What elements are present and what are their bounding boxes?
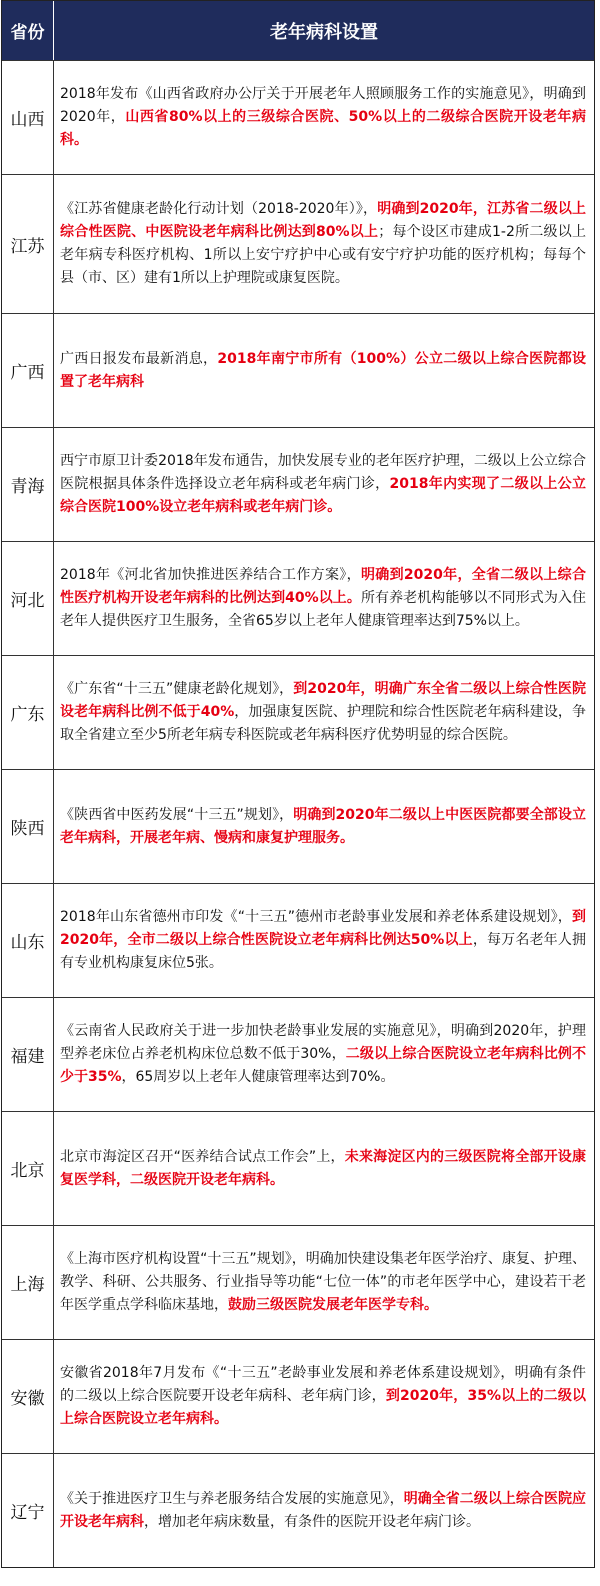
- table-row: [2, 769, 594, 883]
- policy-text-segment: 所有养老机构能够以不同形式为入住老年人提供医疗卫生服务，全省65岁以上老年人健康管理率达到75%以上。: [60, 590, 587, 629]
- policy-cell: [54, 1112, 594, 1225]
- policy-text: [60, 198, 586, 290]
- highlighted-text: 明确到2020年，江苏省二级以上综合性医院、中医院设老年病科比例达到80%以上: [60, 201, 586, 240]
- policy-text-segment: 《江苏省健康老龄化行动计划（2018-2020年）》，: [60, 201, 378, 217]
- policy-cell: [54, 314, 594, 427]
- province-cell: 上海: [2, 1226, 54, 1339]
- table-row: [2, 883, 594, 997]
- province-cell: 广西: [2, 314, 54, 427]
- policy-text-segment: 北京市海淀区召开“医养结合试点工作会”上，: [60, 1148, 345, 1165]
- content-column-header: 老年病科设置: [270, 21, 378, 43]
- policy-text-segment: ，加强康复医院、护理院和综合性医院老年病科建设，争取全省建立至少5所老年病专科医院或老年病科医疗优势明显的综合医院。: [60, 704, 587, 743]
- policy-cell: [54, 1340, 594, 1453]
- policy-text-segment: 广西日报发布最新消息，: [60, 350, 218, 367]
- policy-text: [60, 678, 586, 747]
- province-cell: 山西: [2, 61, 54, 174]
- table-header: [2, 1, 594, 60]
- policy-cell: [54, 175, 594, 313]
- highlighted-text: 山西省80%以上的三级综合医院、50%以上的二级综合医院开设老年病科。: [60, 109, 586, 148]
- province-cell: 福建: [2, 998, 54, 1111]
- highlighted-text: 明确到2020年，全省二级以上综合性医疗机构开设老年病科的比例达到40%以上。: [60, 567, 586, 606]
- highlighted-text: 二级以上综合医院设立老年病科比例不少于35%: [60, 1046, 586, 1085]
- highlighted-text: 到2020年，明确广东全省二级以上综合性医院设老年病科比例不低于40%: [60, 681, 586, 720]
- highlighted-text: 2018年内实现了二级以上公立综合医院100%设立老年病科或老年病门诊。: [60, 476, 587, 515]
- policy-text-segment: 《上海市医疗机构设置“十三五”规划》，明确加快建设集老年医学治疗、康复、护理、教学、科研、公共服务、行业指导等功能“七位一体”的市老年医学中心，建设若干老年医学重点学科临床基地，: [60, 1251, 586, 1313]
- policy-cell: [54, 1454, 594, 1567]
- policy-text-segment: ，增加老年病床数量，有条件的医院开设老年病门诊。: [144, 1513, 480, 1530]
- policy-text: [60, 83, 586, 152]
- table-row: [2, 60, 594, 174]
- policy-cell: [54, 1226, 594, 1339]
- province-cell: 河北: [2, 542, 54, 655]
- policy-text-segment: ，每万名老年人拥有专业机构康复床位5张。: [60, 932, 586, 971]
- highlighted-text: 未来海淀区内的三级医院将全部开设康复医学科，二级医院开设老年病科。: [60, 1148, 587, 1188]
- policy-cell: [54, 998, 594, 1111]
- policy-cell: [54, 656, 594, 769]
- highlighted-text: 明确全省二级以上综合医院应开设老年病科: [60, 1490, 587, 1530]
- province-table: [1, 0, 595, 1568]
- province-cell: 青海: [2, 428, 54, 541]
- policy-text: [60, 1362, 586, 1431]
- policy-text: [60, 1248, 586, 1317]
- province-cell: 陕西: [2, 770, 54, 883]
- table-row: [2, 313, 594, 427]
- policy-text: [60, 348, 586, 394]
- policy-text-segment: 2018年山东省德州市印发《“十三五”德州市老龄事业发展和养老体系建设规划》，: [60, 909, 572, 925]
- policy-text: [60, 804, 586, 850]
- province-column-header: 省份: [2, 1, 54, 60]
- policy-text-segment: 《关于推进医疗卫生与养老服务结合发展的实施意见》，: [60, 1490, 404, 1507]
- policy-text: [60, 1020, 586, 1089]
- table-row: [2, 1339, 594, 1453]
- policy-cell: [54, 542, 594, 655]
- policy-text-segment: 《云南省人民政府关于进一步加快老龄事业发展的实施意见》，明确到2020年，护理型养老床位占养老机构床位总数不低于30%，: [60, 1023, 586, 1062]
- table-row: [2, 997, 594, 1111]
- highlighted-text: 到2020年，35%以上的二级以上综合医院设立老年病科。: [60, 1388, 586, 1427]
- policy-cell: [54, 428, 594, 541]
- policy-text-segment: 2018年发布《山西省政府办公厅关于开展老年人照顾服务工作的实施意见》，明确到2020年，: [60, 86, 586, 125]
- policy-text-segment: 2018年《河北省加快推进医养结合工作方案》，: [60, 567, 361, 583]
- table-row: [2, 427, 594, 541]
- province-cell: 广东: [2, 656, 54, 769]
- policy-text-segment: 《陕西省中医药发展“十三五”规划》，: [60, 806, 294, 823]
- policy-cell: [54, 61, 594, 174]
- highlighted-text: 鼓励三级医院发展老年医学专科。: [228, 1297, 438, 1313]
- table-row: [2, 174, 594, 313]
- policy-text: [60, 450, 586, 519]
- policy-text-segment: 西宁市原卫计委2018年发布通告，加快发展专业的老年医疗护理，二级以上公立综合医院根据具体条件选择设立老年病科或老年病门诊，: [60, 453, 586, 492]
- table-row: [2, 655, 594, 769]
- table-row: [2, 1225, 594, 1339]
- table-body: [2, 60, 594, 1567]
- policy-text-segment: ，65周岁以上老年人健康管理率达到70%。: [121, 1069, 395, 1085]
- policy-text-segment: ；每个设区市建成1-2所二级以上老年病专科医疗机构、1所以上安宁疗护中心或有安宁疗护功能的医疗机构；每每个县（市、区）建有1所以上护理院或康复医院。: [60, 224, 586, 286]
- policy-cell: [54, 884, 594, 997]
- table-row: [2, 1111, 594, 1225]
- province-cell: 山东: [2, 884, 54, 997]
- policy-text-segment: 《广东省“十三五”健康老龄化规划》，: [60, 681, 294, 697]
- policy-text: [60, 564, 586, 633]
- policy-text-segment: 安徽省2018年7月发布《“十三五”老龄事业发展和养老体系建设规划》，明确有条件的二级以上综合医院要开设老年病科、老年病门诊，: [60, 1365, 586, 1404]
- policy-text: [60, 1488, 586, 1534]
- province-cell: 安徽: [2, 1340, 54, 1453]
- highlighted-text: 2018年南宁市所有（100%）公立二级以上综合医院都设置了老年病科: [60, 350, 587, 390]
- highlighted-text: 到2020年，全市二级以上综合性医院设立老年病科比例达50%以上: [60, 909, 586, 948]
- province-cell: 江苏: [2, 175, 54, 313]
- policy-text: [60, 1146, 586, 1192]
- table-row: [2, 541, 594, 655]
- policy-cell: [54, 770, 594, 883]
- province-cell: 辽宁: [2, 1454, 54, 1567]
- highlighted-text: 明确到2020年二级以上中医医院都要全部设立老年病科，开展老年病、慢病和康复护理服务。: [60, 806, 586, 846]
- table-row: [2, 1453, 594, 1567]
- province-cell: 北京: [2, 1112, 54, 1225]
- policy-text: [60, 906, 586, 975]
